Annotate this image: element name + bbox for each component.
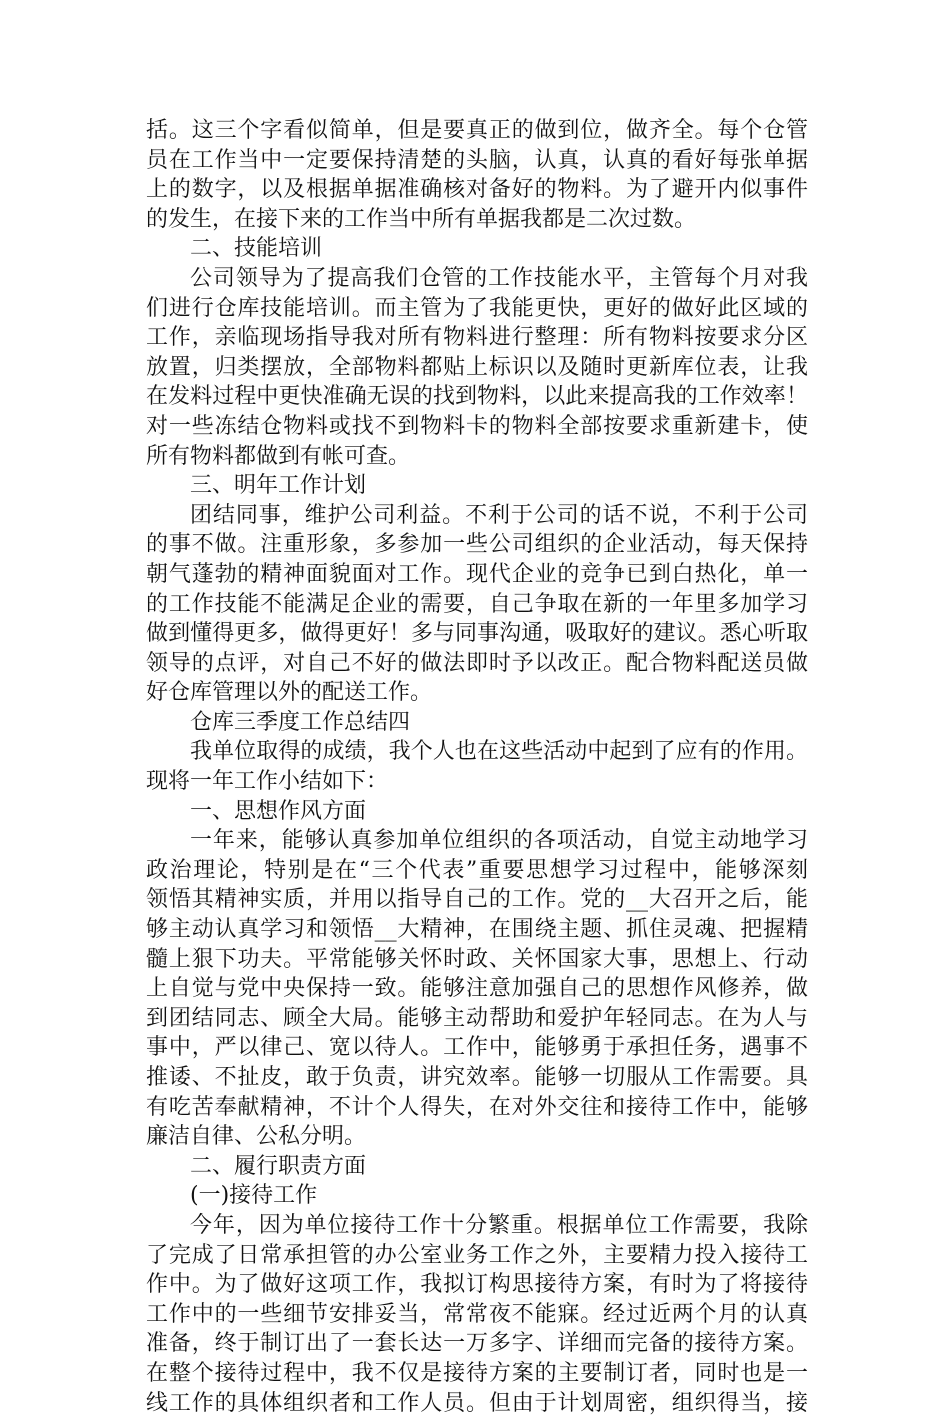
text-line: 团结同事，维护公司利益。不利于公司的话不说，不利于公司 <box>190 502 808 528</box>
text-line: 工作，亲临现场指导我对所有物料进行整理：所有物料按要求分区 <box>146 325 808 351</box>
text-line: 们进行仓库技能培训。而主管为了我能更快，更好的做好此区域的 <box>146 295 808 321</box>
text-line: 领导的点评，对自己不好的做法即时予以改正。配合物料配送员做 <box>146 650 808 676</box>
text-line: 三、明年工作计划 <box>190 473 367 499</box>
text-line: 够主动认真学习和领悟__大精神，在围绕主题、抓住灵魂、把握精 <box>146 917 808 943</box>
text-line: 髓上狠下功夫。平常能够关怀时政、关怀国家大事，思想上、行动 <box>146 946 808 972</box>
text-line: 廉洁自律、公私分明。 <box>146 1124 367 1150</box>
text-line: 上的数字，以及根据单据准确核对备好的物料。为了避开内似事件 <box>146 177 808 203</box>
text-line: 现将一年工作小结如下： <box>146 769 389 795</box>
text-line: 员在工作当中一定要保持清楚的头脑，认真，认真的看好每张单据 <box>146 147 808 173</box>
text-line: 仓库三季度工作总结四 <box>190 709 411 735</box>
text-line: 公司领导为了提高我们仓管的工作技能水平，主管每个月对我 <box>190 265 808 291</box>
text-line: 了完成了日常承担管的办公室业务工作之外，主要精力投入接待工 <box>146 1242 808 1268</box>
text-line: (一)接待工作 <box>190 1183 318 1209</box>
text-line: 我单位取得的成绩，我个人也在这些活动中起到了应有的作用。 <box>190 739 808 765</box>
text-line: 有吃苦奉献精神，不计个人得失，在对外交往和接待工作中，能够 <box>146 1094 808 1120</box>
text-line: 所有物料都做到有帐可查。 <box>146 443 411 469</box>
text-line: 放置，归类摆放，全部物料都贴上标识以及随时更新库位表，让我 <box>146 354 808 380</box>
text-line: 二、履行职责方面 <box>190 1153 367 1179</box>
text-line: 二、技能培训 <box>190 236 323 262</box>
text-line: 一、思想作风方面 <box>190 798 367 824</box>
document-page <box>146 116 808 1418</box>
text-line: 好仓库管理以外的配送工作。 <box>146 680 433 706</box>
text-line: 对一些冻结仓物料或找不到物料卡的物料全部按要求重新建卡，使 <box>146 413 808 439</box>
text-line: 今年，因为单位接待工作十分繁重。根据单位工作需要，我除 <box>190 1212 808 1238</box>
text-line: 准备，终于制订出了一套长达一万多字、详细而完备的接待方案。 <box>146 1331 808 1357</box>
text-line: 在发料过程中更快准确无误的找到物料，以此来提高我的工作效率！ <box>146 384 808 410</box>
text-line: 事中，严以律己、宽以待人。工作中，能够勇于承担任务，遇事不 <box>146 1035 808 1061</box>
text-line: 到团结同志、顾全大局。能够主动帮助和爱护年轻同志。在为人与 <box>146 1005 808 1031</box>
text-line: 一年来，能够认真参加单位组织的各项活动，自觉主动地学习 <box>190 828 808 854</box>
text-line: 的发生，在接下来的工作当中所有单据我都是二次过数。 <box>146 206 697 232</box>
text-line: 政治理论，特别是在“三个代表”重要思想学习过程中，能够深刻 <box>146 857 808 883</box>
text-line: 在整个接待过程中，我不仅是接待方案的主要制订者，同时也是一 <box>146 1360 808 1386</box>
text-line: 括。这三个字看似简单，但是要真正的做到位，做齐全。每个仓管 <box>146 118 808 143</box>
text-line: 做到懂得更多，做得更好！多与同事沟通，吸取好的建议。悉心听取 <box>146 621 808 647</box>
text-line: 工作中的一些细节安排妥当，常常夜不能寐。经过近两个月的认真 <box>146 1301 808 1327</box>
text-line: 朝气蓬勃的精神面貌面对工作。现代企业的竞争已到白热化，单一 <box>146 561 808 587</box>
text-line: 作中。为了做好这项工作，我拟订构思接待方案，有时为了将接待 <box>146 1272 808 1298</box>
text-line: 的事不做。注重形象，多参加一些公司组织的企业活动，每天保持 <box>146 532 808 558</box>
text-line: 推诿、不扯皮，敢于负责，讲究效率。能够一切服从工作需要。具 <box>146 1065 808 1090</box>
text-line: 上自觉与党中央保持一致。能够注意加强自己的思想作风修养，做 <box>146 976 808 1002</box>
text-line: 线工作的具体组织者和工作人员。但由于计划周密，组织得当，接 <box>146 1390 808 1416</box>
text-line: 的工作技能不能满足企业的需要，自己争取在新的一年里多加学习 <box>146 591 808 617</box>
text-line: 领悟其精神实质，并用以指导自己的工作。党的__大召开之后，能 <box>146 887 808 913</box>
